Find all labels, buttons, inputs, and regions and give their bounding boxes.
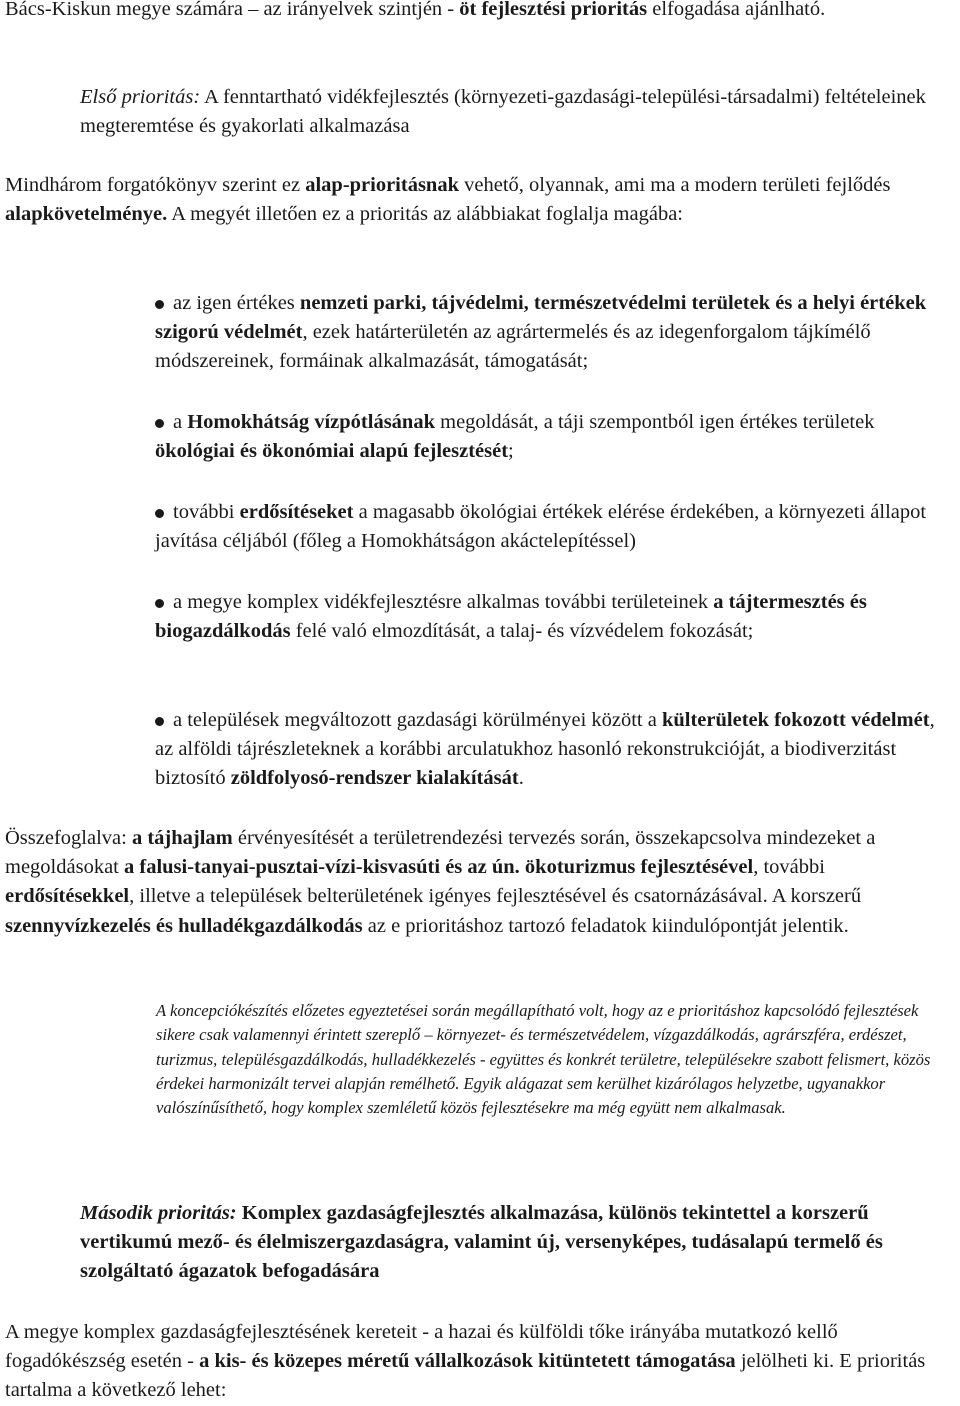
list-item-text: az igen értékes xyxy=(173,292,300,314)
second-priority-label: Második prioritás: xyxy=(80,1202,237,1224)
list-item xyxy=(155,408,956,466)
list-item-text-end: , ezek határterületén az agrártermelés és az idegenforgalom tájkímélő módszereinek, formáinak alkalmazását, támogatását; xyxy=(155,321,871,373)
paragraph-1-text-3: A megyét illetően ez a prioritás az alábbiakat foglalja magába: xyxy=(167,203,683,226)
list-item xyxy=(155,588,956,646)
summary-bold-1: a tájhajlam xyxy=(131,827,233,849)
italic-note: A koncepciókészítés előzetes egyeztetései során megállapítható volt, hogy az e prioritáshoz kapcsolódó fejlesztések sikere csak valamennyi érintett szereplő – környezet- és természetvédelem, vízgazdálkodás, agrárszféra, erdészet, turizmus, településgazdálkodás, hulladékkezelés - együttes és konkrét területre, településekre szabott felismert, közös érdekei harmonizált tervei alapján remélhető. Egyik alágazat sem kerülhet kizárólagos helyzetbe, ugyanakkor valószínűsíthető, hogy komplex szemléletű közös fejlesztésekre ma még együtt nem alkalmasak. xyxy=(156,1001,931,1118)
paragraph-1-text: Mindhárom forgatókönyv szerint ez xyxy=(5,174,306,196)
list-item-text: további xyxy=(173,501,240,523)
summary-text-3: , további xyxy=(753,856,825,879)
last-paragraph-text: A megye komplex gazdaságfejlesztésének kereteit - a hazai és külföldi tőke irányába mutatkozó kellő fogadókészség esetén - xyxy=(5,1321,838,1373)
list-item xyxy=(155,706,956,794)
list-item-text-end: a magasabb ökológiai értékek elérése érdekében, a környezeti állapot javítása céljából (főleg a Homokhátságon akáctelepítéssel) xyxy=(155,501,927,553)
list-item-bold: nemzeti parki, tájvédelmi, természetvédelmi területek és a helyi értékek szigorú védelmét xyxy=(155,292,927,344)
last-paragraph-text-end: jelölheti ki. E prioritás tartalma a következő lehet: xyxy=(5,1350,926,1402)
bullet-icon xyxy=(155,300,164,309)
bullet-icon xyxy=(155,509,164,518)
list-item-text: a megye komplex vidékfejlesztésre alkalmas további területeinek xyxy=(173,591,714,613)
list-item-text-end: . xyxy=(518,767,524,790)
summary-paragraph xyxy=(5,824,952,941)
summary-text-4: , illetve a települések belterületének igényes fejlesztésével és csatornázásával. A korszerű xyxy=(129,885,862,908)
last-paragraph xyxy=(5,1318,952,1406)
list-item-text: a települések megváltozott gazdasági körülményei között a xyxy=(173,709,662,731)
list-item xyxy=(155,289,956,377)
bullet-icon xyxy=(155,599,164,608)
summary-text-5: az e prioritáshoz tartozó feladatok kiindulópontját jelentik. xyxy=(362,914,849,937)
list-item-text-end: ; xyxy=(508,440,514,463)
first-priority-label: Első prioritás: xyxy=(80,86,201,108)
intro-text: Bács-Kiskun megye számára – az irányelvek szintjén - xyxy=(5,0,460,20)
list-item xyxy=(155,498,956,556)
paragraph-1-bold-1: alap-prioritásnak xyxy=(305,174,459,196)
last-paragraph-bold: a kis- és közepes méretű vállalkozások kitüntetett támogatása xyxy=(199,1350,736,1373)
intro-text-end: elfogadása ajánlható. xyxy=(647,0,826,20)
first-priority-heading xyxy=(80,83,950,141)
list-item-bold: külterületek fokozott védelmét xyxy=(661,709,930,731)
list-item-text: a xyxy=(173,411,188,433)
list-item-bold: erdősítéseket xyxy=(239,501,354,523)
second-priority-heading xyxy=(80,1199,950,1287)
list-item-bold: a tájtermesztés és biogazdálkodás xyxy=(155,591,867,643)
list-item-bold-2: ökológiai és ökonómiai alapú fejlesztését xyxy=(155,440,509,463)
list-item-bold: Homokhátság vízpótlásának xyxy=(187,411,435,433)
summary-text: Összefoglalva: xyxy=(5,827,132,849)
intro-emphasis: öt fejlesztési prioritás xyxy=(459,0,648,20)
bullet-icon xyxy=(155,419,164,428)
paragraph-1-bold-2: alapkövetelménye. xyxy=(5,203,168,226)
intro-paragraph xyxy=(5,0,952,24)
summary-bold-4: szennyvízkezelés és hulladékgazdálkodás xyxy=(5,914,363,937)
paragraph-1 xyxy=(5,171,952,229)
list-item-text-end: felé való elmozdítását, a talaj- és vízvédelem fokozását; xyxy=(290,620,754,643)
list-item-text-2: megoldását, a táji szempontból igen értékes területek xyxy=(435,411,875,433)
bullet-icon xyxy=(155,717,164,726)
first-priority-title: A fenntartható vidékfejlesztés (környezeti-gazdasági-települési-társadalmi) feltételeinek megteremtése és gyakorlati alkalmazása xyxy=(80,86,926,138)
summary-text-2: érvényesítését a területrendezési tervezés során, összekapcsolva mindezeket a megoldásokat xyxy=(5,827,876,879)
list-item-bold-2: zöldfolyosó-rendszer kialakítását xyxy=(230,767,519,790)
summary-bold-2: a falusi-tanyai-pusztai-vízi-kisvasúti és az ún. ökoturizmus fejlesztésével xyxy=(124,856,754,879)
list-item-text-2: , az alföldi tájrészleteknek a korábbi arculatukhoz hasonló rekonstrukcióját, a biodiverzitást biztosító xyxy=(155,709,935,790)
summary-bold-3: erdősítésekkel xyxy=(5,885,130,908)
paragraph-1-text-2: vehető, olyannak, ami ma a modern területi fejlődés xyxy=(459,174,891,196)
second-priority-title: Komplex gazdaságfejlesztés alkalmazása, különös tekintettel a korszerű vertikumú mező- és élelmiszergazdaságra, valamint új, versenyképes, tudásalapú termelő és szolgáltató ágazatok befogadására xyxy=(80,1202,883,1283)
